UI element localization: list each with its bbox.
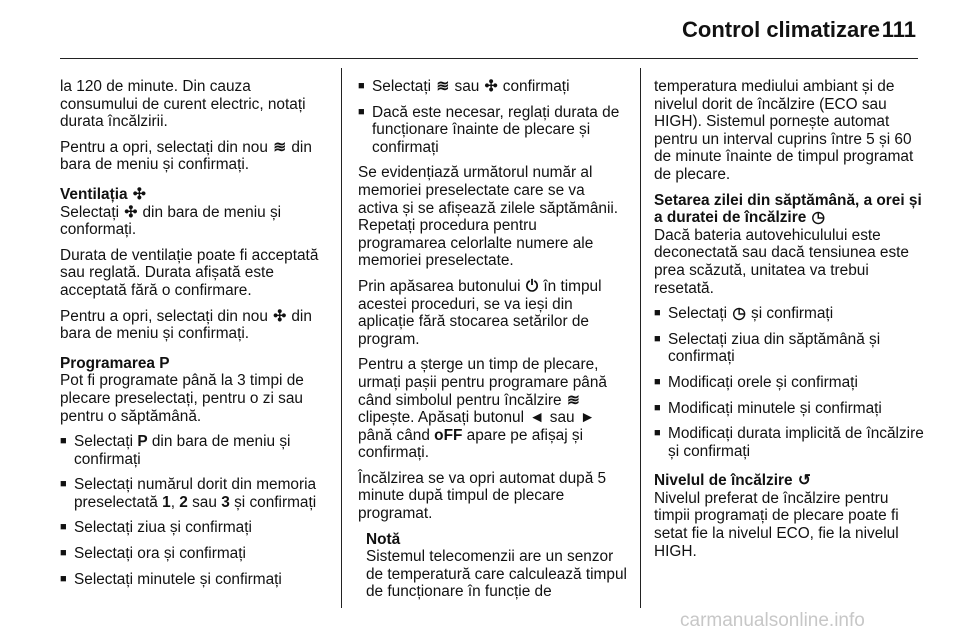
list-item: ■ Modificați durata implicită de încălzire și confirmați [654, 425, 926, 460]
column-2 [358, 78, 628, 609]
arrow-right-icon: ► [579, 409, 596, 427]
paragraph: Selectați ✣ din bara de meniu și conformați. [60, 203, 282, 239]
heating-level-icon: ↺ [797, 472, 811, 490]
column-divider-2 [640, 68, 641, 608]
list-item: ■ Selectați minutele și confirmați [60, 571, 328, 589]
list-item: ■ Selectați numărul dorit din memoria preselectată 1, 2 sau 3 și confirmați [60, 476, 328, 511]
programming-section [60, 355, 328, 589]
list-item: ■ Dacă este necesar, reglați durata de funcționare înainte de plecare și confirmați [358, 104, 628, 157]
clock-icon: ◷ [732, 305, 746, 323]
list-item: ■ Selectați P din bara de meniu și confirmați [60, 433, 328, 468]
list-item: ■ Selectați ≋ sau ✣ confirmați [358, 78, 628, 96]
list-item: ■ Selectați ziua și confirmați [60, 519, 328, 537]
paragraph: Prin apăsarea butonului ⏻ în timpul acestei proceduri, se va ieși din aplicație fără stocarea setărilor de program. [358, 277, 602, 348]
section-heading: Ventilația ✣ [60, 185, 146, 203]
note-box [358, 531, 628, 601]
clock-icon: ◷ [811, 209, 825, 227]
power-icon: ⏻ [525, 277, 539, 295]
column-3 [654, 78, 926, 568]
note-text: Sistemul telecomenzii are un senzor de temperatură care calculează timpul de funcționare în funcție de [366, 548, 627, 601]
list-item: ■ Selectați ora și confirmați [60, 545, 328, 563]
paragraph: Se evidențiază următorul număr al memoriei preselectate care se va activa și se afișează zilele săptămânii. Repetați procedura pentru programarea celorlalte numere ale memoriei preselectate. [358, 164, 619, 270]
watermark: carmanualsonline.info [680, 610, 865, 631]
paragraph: temperatura mediului ambiant și de nivelul dorit de încălzire (ECO sau HIGH). Sistemul pornește automat pentru un interval cuprins între 5 și 60 de minute înainte de timpul programat de plecare. [654, 78, 914, 183]
fan-icon: ✣ [484, 78, 498, 95]
section-heading: Setarea zilei din săptămână, a orei și a duratei de încălzire ◷ [654, 191, 922, 227]
heating-level-section [654, 472, 926, 560]
paragraph: Pentru a opri, selectați din nou ✣ din bara de meniu și confirmați. [60, 307, 312, 343]
list-item: ■ Modificați minutele și confirmați [654, 400, 926, 418]
heater-icon: ≋ [566, 391, 580, 409]
note-title: Notă [366, 530, 401, 548]
ventilation-section [60, 186, 328, 343]
paragraph: la 120 de minute. Din cauza consumului de curent electric, notați durata încălzirii. [60, 78, 306, 131]
paragraph: Pentru a opri, selectați din nou ≋ din bara de meniu și confirmați. [60, 138, 312, 174]
header-divider [60, 58, 918, 59]
arrow-left-icon: ◄ [529, 409, 545, 427]
list-item: ■ Modificați orele și confirmați [654, 374, 926, 392]
paragraph: Încălzirea se va opri automat după 5 minute după timpul de plecare programat. [358, 469, 607, 523]
paragraph: Durata de ventilație poate fi acceptată sau reglată. Durata afișată este acceptată fără o confirmare. [60, 246, 319, 299]
fan-icon: ✣ [124, 203, 138, 221]
heater-icon: ≋ [436, 78, 450, 95]
column-1 [60, 78, 328, 596]
section-heading: Nivelul de încălzire ↺ [654, 472, 811, 490]
page-title: Control climatizare [682, 17, 881, 42]
paragraph: Pentru a șterge un timp de plecare, urmați pașii pentru programare până când simbolul pentru încălzire ≋ clipește. Apăsați butonul ◄ sau ► până când oFF apare pe afișaj și confirmați. [358, 356, 607, 462]
paragraph: Dacă bateria autovehiculului este deconectată sau dacă tensiunea este prea scăzută, unitatea va trebui resetată. [654, 226, 909, 297]
list-item: ■ Selectați ◷ și confirmați [654, 305, 926, 323]
paragraph: Pot fi programate până la 3 timpi de plecare preselectați, pentru o zi sau pentru o săptămână. [60, 372, 304, 425]
fan-icon: ✣ [132, 185, 146, 203]
list-item: ■ Selectați ziua din săptămână și confirmați [654, 331, 926, 366]
column-divider-1 [341, 68, 342, 608]
fan-icon: ✣ [273, 307, 287, 325]
paragraph: Nivelul preferat de încălzire pentru timpii programați de plecare poate fi setat fie la nivelul ECO, fie la nivelul HIGH. [654, 489, 899, 560]
section-heading: Programarea P [60, 354, 170, 372]
page-number: 111 [881, 17, 916, 42]
heater-icon: ≋ [273, 138, 287, 156]
